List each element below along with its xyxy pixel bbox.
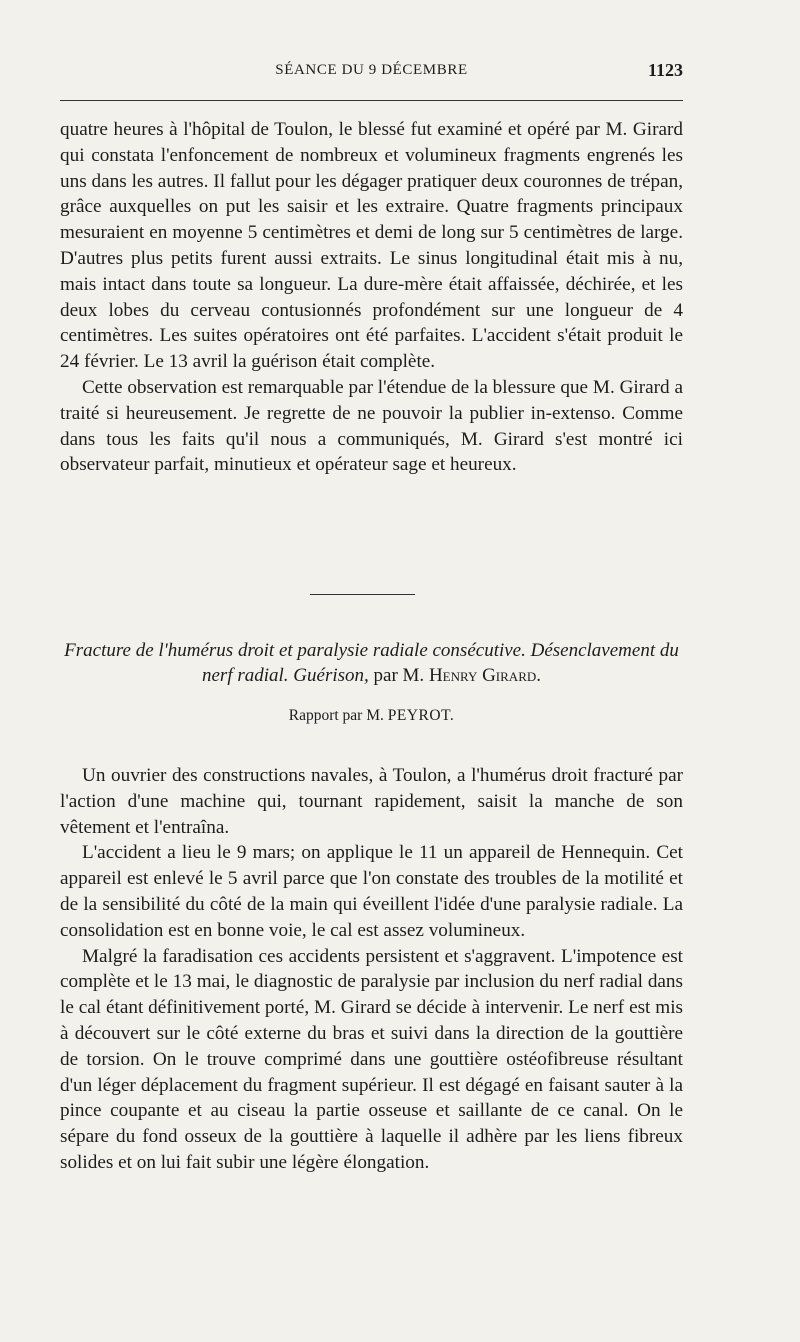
article-title [60, 638, 683, 688]
report-prefix: Rapport par M. [288, 707, 384, 724]
section-separator [310, 594, 415, 595]
article-title-par: par M. [373, 665, 425, 686]
running-header [60, 60, 683, 90]
report-author: PEYROT. [387, 707, 455, 724]
paragraph: Un ouvrier des constructions navales, à Toulon, a l'humérus droit fracturé par l'action d'une machine qui, tournant rapidement, saisit la manche de son vêtement et l'entraîna. [60, 765, 683, 838]
paragraph-continuation: quatre heures à l'hôpital de Toulon, le blessé fut examiné et opéré par M. Girard qui constata l'enfoncement de nombreux et volumineux fragments engrenés les uns dans les autres. Il fallut pour les dégager pratiquer deux couronnes de trépan, grâce auxquelles on put les saisir et les extraire. Quatre fragments principaux mesuraient en moyenne 5 centimètres et demi de long sur 5 centimètres de large. D'autres plus petits furent aussi extraits. Le sinus longitudinal était mis à nu, mais intact dans toute sa longueur. La dure-mère était affaissée, déchirée, et les deux lobes du cerveau contusionnés profondément sur une longueur de 4 centimètres. Les suites opératoires ont été parfaites. L'accident s'était produit le 24 février. Le 13 avril la guérison était complète. [60, 119, 683, 373]
section-previous-case [60, 117, 683, 478]
article-title-text: Fracture de l'humérus droit et paralysie radiale consécutive. Désenclavement du nerf radial. Guérison, [64, 640, 679, 686]
paragraph: Malgré la faradisation ces accidents persistent et s'aggravent. L'impotence est complète et le 13 mai, le diagnostic de paralysie par inclusion du nerf radial dans le cal étant définitivement porté, M. Girard se décide à intervenir. Le nerf est mis à découvert sur le côté externe du bras et suivi dans la direction de la gouttière de torsion. On le trouve comprimé dans une gouttière ostéofibreuse résultant d'un léger déplacement du fragment supérieur. Il est dégagé en faisant sauter à la pince coupante et au ciseau la partie osseuse et saillante de ce canal. On le sépare du fond osseux de la gouttière à laquelle il adhère par les liens fibreux solides et on lui fait subir une légère élongation. [60, 945, 683, 1173]
paragraph: Cette observation est remarquable par l'étendue de la blessure que M. Girard a traité si heureusement. Je regrette de ne pouvoir la publier in-extenso. Comme dans tous les faits qu'il nous a communiqués, M. Girard s'est montré ici observateur parfait, minutieux et opérateur sage et heureux. [60, 376, 683, 476]
page-number: 1123 [647, 60, 683, 80]
report-byline [60, 707, 683, 725]
section-case-report [60, 763, 683, 1176]
article-author: Henry Girard. [428, 665, 541, 686]
header-title: SÉANCE DU 9 DÉCEMBRE [275, 62, 468, 78]
header-rule [60, 100, 683, 101]
paragraph: L'accident a lieu le 9 mars; on applique le 11 un appareil de Hennequin. Cet appareil est enlevé le 5 avril parce que l'on constate des troubles de la motilité et de la sensibilité du côté de la main qui éveillent l'idée d'une paralysie radiale. La consolidation est en bonne voie, le cal est assez volumineux. [60, 842, 683, 941]
